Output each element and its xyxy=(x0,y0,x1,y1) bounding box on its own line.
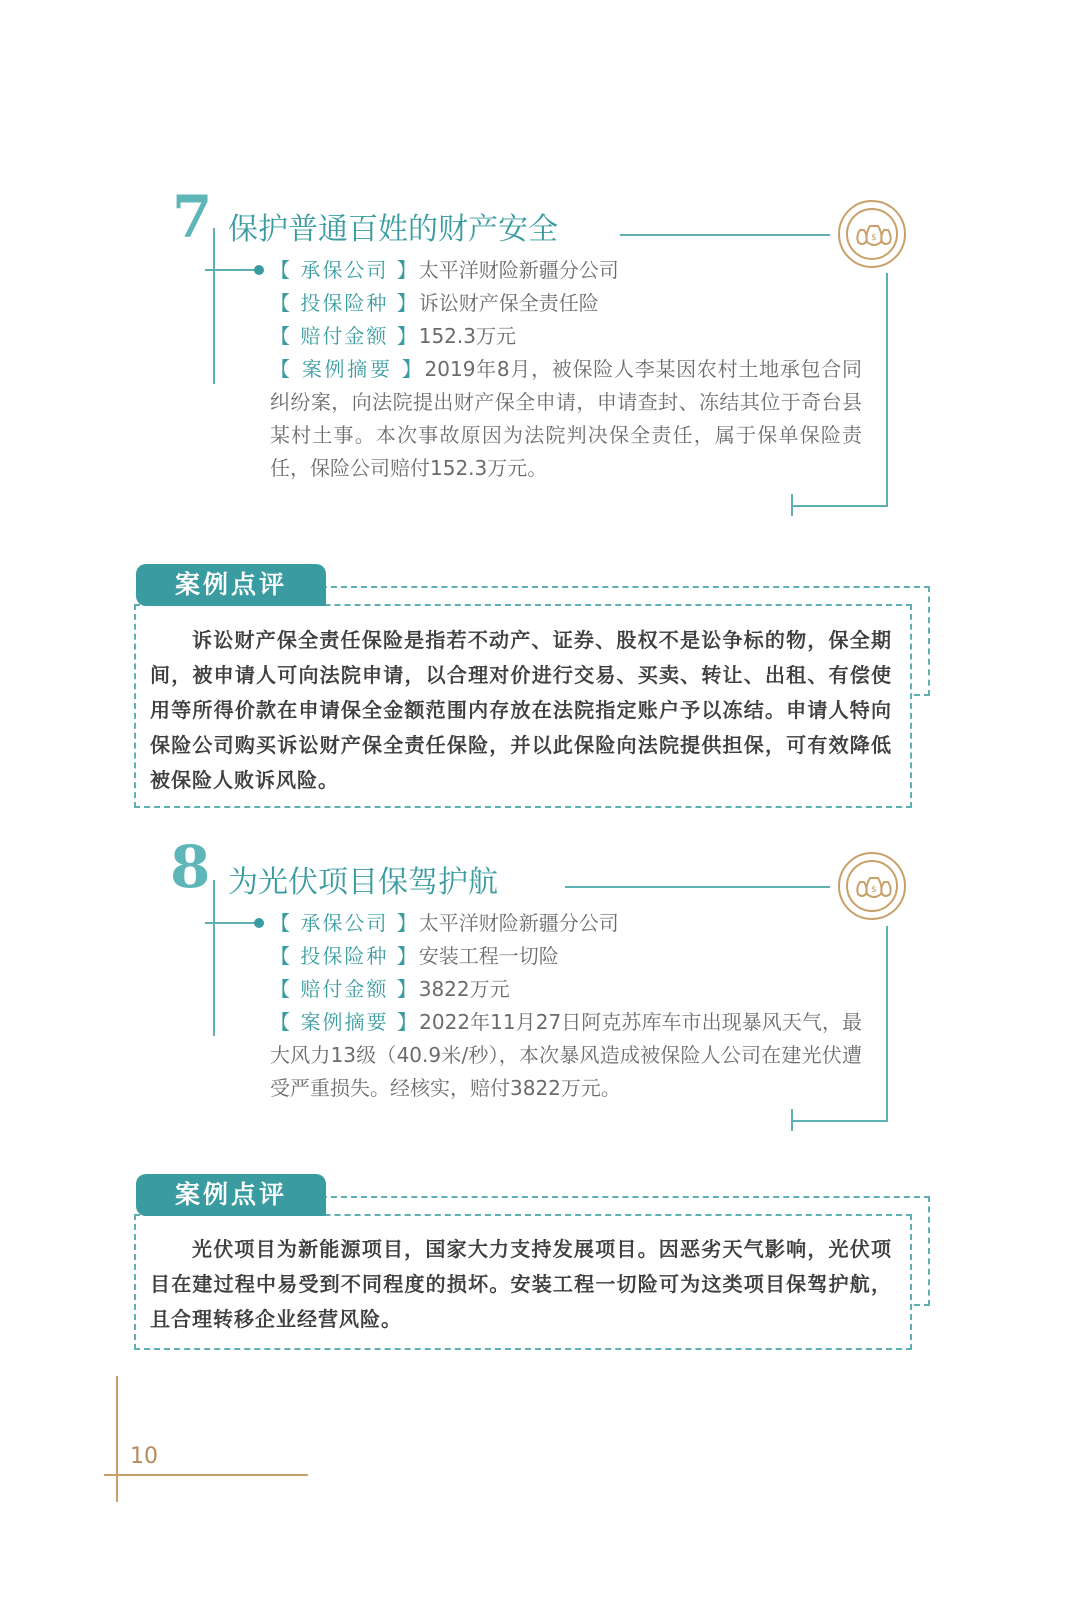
footer-horizontal-rule xyxy=(104,1474,308,1476)
case-8-title: 为光伏项目保驾护航 xyxy=(228,865,498,900)
case-8-product-row xyxy=(270,940,862,973)
case-7-left-rule xyxy=(213,228,215,384)
page-number: 10 xyxy=(130,1444,158,1469)
comment-8-body: 光伏项目为新能源项目，国家大力支持发展项目。因恶劣天气影响，光伏项目在建过程中易受到不同程度的损坏。安装工程一切险可为这类项目保驾护航，且合理转移企业经营风险。 xyxy=(150,1237,892,1331)
summary-value: 2022年11月27日阿克苏库车市出现暴风天气，最大风力13级（40.9米/秒），本次暴风造成被保险人公司在建光伏遭受严重损失。经核实，赔付3822万元。 xyxy=(270,1010,862,1100)
case-7-bottom-rule xyxy=(792,505,888,507)
case-8-connector xyxy=(205,922,257,924)
case-7-title: 保护普通百姓的财产安全 xyxy=(228,212,558,247)
insurer-value: 太平洋财险新疆分公司 xyxy=(418,911,619,935)
case-7-connector xyxy=(205,269,257,271)
money-bags-icon xyxy=(854,874,894,900)
case-7-details xyxy=(270,254,862,485)
case-8-bottom-rule xyxy=(792,1120,888,1122)
case-7-product-row xyxy=(270,287,862,320)
summary-value: 2019年8月，被保险人李某因农村土地承包合同纠纷案，向法院提出财产保全申请，申请查封、冻结其位于奇台县某村土事。本次事故原因为法院判决保全责任，属于保单保险责任，保险公司赔付152.3万元。 xyxy=(270,357,863,480)
product-label: 【 投保险种 】 xyxy=(270,944,419,968)
case-7-title-rule xyxy=(620,234,830,236)
comment-8-text xyxy=(150,1232,892,1337)
amount-label: 【 赔付金额 】 xyxy=(270,977,419,1001)
case-8-right-rule xyxy=(886,926,888,1122)
insurer-label: 【 承保公司 】 xyxy=(270,258,419,282)
insurer-label: 【 承保公司 】 xyxy=(270,911,419,935)
case-8-bullet-dot xyxy=(254,918,264,928)
amount-label: 【 赔付金额 】 xyxy=(270,324,419,348)
amount-value: 152.3万元 xyxy=(418,324,516,348)
case-7-right-rule xyxy=(886,273,888,507)
summary-label: 【 案例摘要 】 xyxy=(270,357,425,381)
svg-text:$: $ xyxy=(871,885,877,895)
insurer-value: 太平洋财险新疆分公司 xyxy=(418,258,619,282)
case-8-details xyxy=(270,907,862,1105)
footer-vertical-rule xyxy=(116,1376,118,1502)
amount-value: 3822万元 xyxy=(418,977,510,1001)
case-8-summary-row xyxy=(270,1006,862,1105)
product-value: 安装工程一切险 xyxy=(418,944,559,968)
case-8-amount-row xyxy=(270,973,862,1006)
case-7-summary-row xyxy=(270,353,862,485)
case-8-left-rule xyxy=(213,880,215,1036)
money-bags-icon xyxy=(854,222,894,248)
case-8-number: 8 xyxy=(170,833,211,901)
summary-label: 【 案例摘要 】 xyxy=(270,1010,420,1034)
product-value: 诉讼财产保全责任险 xyxy=(418,291,599,315)
case-8-bottom-tick xyxy=(791,1109,793,1131)
comment-7-text xyxy=(150,623,892,798)
comment-8-tab: 案例点评 xyxy=(136,1174,326,1216)
case-7-bottom-tick xyxy=(791,494,793,516)
case-7-insurer-row xyxy=(270,254,862,287)
case-7-number: 7 xyxy=(172,183,213,251)
comment-7-tab: 案例点评 xyxy=(136,564,326,606)
product-label: 【 投保险种 】 xyxy=(270,291,419,315)
case-8-insurer-row xyxy=(270,907,862,940)
case-8-title-rule xyxy=(565,886,830,888)
comment-7-body: 诉讼财产保全责任保险是指若不动产、证券、股权不是讼争标的物，保全期间，被申请人可向法院申请，以合理对价进行交易、买卖、转让、出租、有偿使用等所得价款在申请保全金额范围内存放在法院指定账户予以冻结。申请人特向保险公司购买诉讼财产保全责任保险，并以此保险向法院提供担保，可有效降低被保险人败诉风险。 xyxy=(150,628,892,792)
svg-text:$: $ xyxy=(871,233,877,243)
case-7-amount-row xyxy=(270,320,862,353)
case-7-bullet-dot xyxy=(254,265,264,275)
